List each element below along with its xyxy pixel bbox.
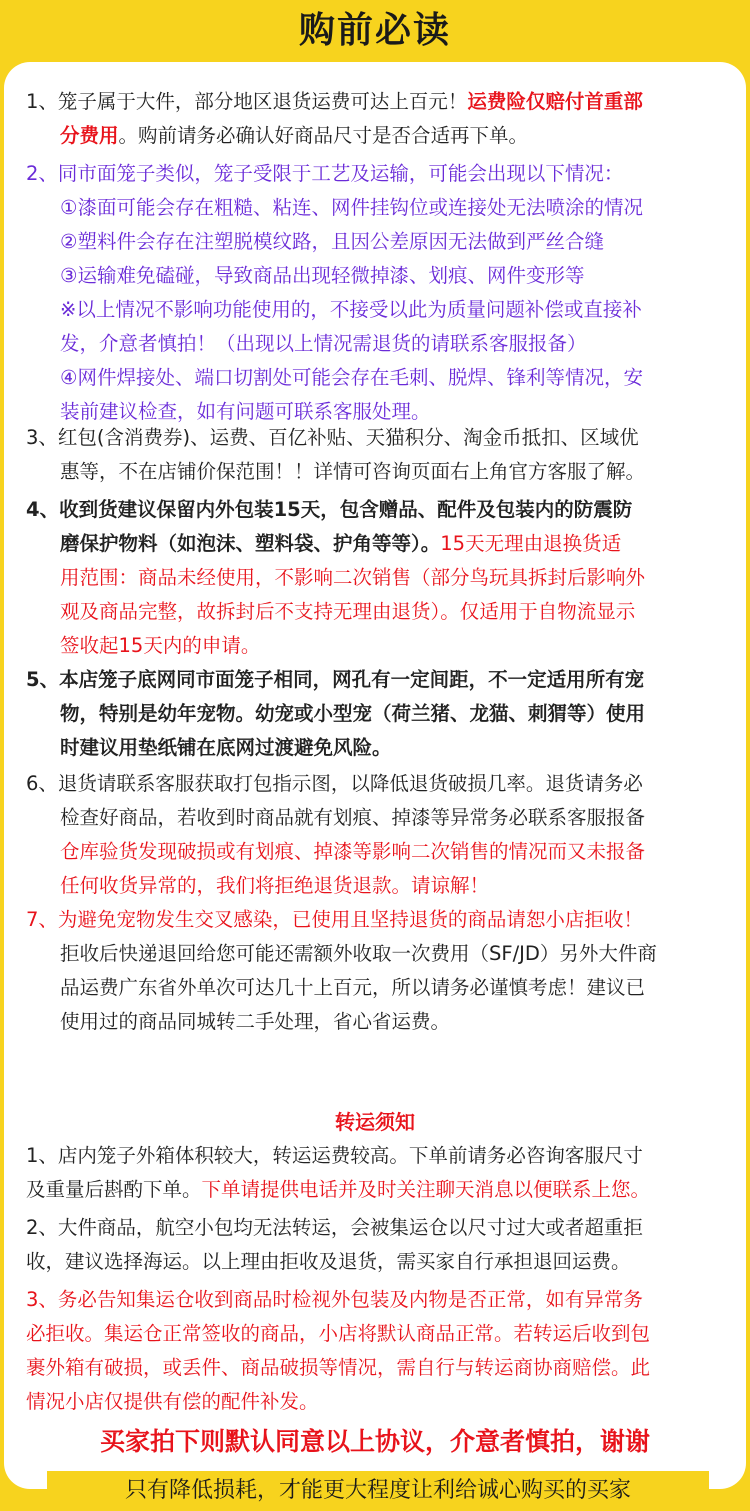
item-5-line: 物，特别是幼年宠物。幼宠或小型宠（荷兰猪、龙猫、刺猬等）使用 <box>60 702 646 725</box>
transfer-item-1 <box>26 1139 726 1207</box>
item-2-line: 2、同市面笼子类似，笼子受限于工艺及运输，可能会出现以下情况： <box>26 162 624 185</box>
item-4-line: 签收起15天内的申请。 <box>60 634 261 657</box>
item-4-line: 观及商品完整，故拆封后不支持无理由退货）。仅适用于自物流显示 <box>60 600 636 623</box>
item-6-line: 仓库验货发现破损或有划痕、掉漆等影响二次销售的情况而又未报备 <box>60 840 646 863</box>
page-title: 购前必读 <box>298 10 451 51</box>
item-1-text: 1、笼子属于大件，部分地区退货运费可达上百元！ <box>26 90 468 113</box>
item-1-highlight: 运费险仅赔付首重部 <box>467 90 643 113</box>
transfer-3-line: 情况小店仅提供有偿的配件补发。 <box>26 1390 319 1413</box>
transfer-2-line: 2、大件商品，航空小包均无法转运，会被集运仓以尺寸过大或者超重拒 <box>26 1216 643 1239</box>
transfer-1-line: 1、店内笼子外箱体积较大，转运运费较高。下单前请务必咨询客服尺寸 <box>26 1144 643 1167</box>
notice-item-3 <box>26 421 726 489</box>
item-6-line: 检查好商品，若收到时商品就有划痕、掉漆等异常务必联系客服报备 <box>60 806 646 829</box>
item-2-line: ①漆面可能会存在粗糙、粘连、网件挂钩位或连接处无法喷涂的情况 <box>60 196 643 219</box>
item-2-line: ※以上情况不影响功能使用的，不接受以此为质量问题补偿或直接补 <box>60 298 642 321</box>
transfer-3-line: 裹外箱有破损，或丢件、商品破损等情况，需自行与转运商协商赔偿。此 <box>26 1356 651 1379</box>
item-7-line: 7、为避免宠物发生交叉感染，已使用且坚持退货的商品请恕小店拒收！ <box>26 908 643 931</box>
transfer-3-line: 3、务必告知集运仓收到商品时检视外包装及内物是否正常，如有异常务 <box>26 1288 643 1311</box>
notice-item-6 <box>26 767 726 903</box>
item-4-text: 磨保护物料（如泡沫、塑料袋、护角等等）。 <box>60 532 441 555</box>
transfer-1-highlight: 下单请提供电话并及时关注聊天消息以便联系上您。 <box>201 1178 651 1201</box>
notice-item-4 <box>26 493 726 663</box>
item-7-line: 拒收后快递退回给您可能还需额外收取一次费用（SF/JD）另外大件商 <box>60 942 657 965</box>
item-7-line: 使用过的商品同城转二手处理，省心省运费。 <box>60 1010 451 1033</box>
item-3-line: 3、红包(含消费券)、运费、百亿补贴、天猫积分、淘金币抵扣、区域优 <box>26 426 639 449</box>
notice-item-2 <box>26 157 726 429</box>
item-2-line: ④网件焊接处、端口切割处可能会存在毛刺、脱焊、锋利等情况，安 <box>60 366 643 389</box>
item-1-text-cont: 。购前请务必确认好商品尺寸是否合适再下单。 <box>118 124 529 147</box>
transfer-title: 转运须知 <box>335 1110 415 1134</box>
item-2-line: ②塑料件会存在注塑脱模纹路，且因公差原因无法做到严丝合缝 <box>60 230 604 253</box>
notice-item-5 <box>26 663 726 765</box>
item-2-line: 发，介意者慎拍！（出现以上情况需退货的请联系客服报备） <box>60 332 587 355</box>
notice-item-7 <box>26 903 726 1039</box>
agreement-text: 买家拍下则默认同意以上协议，介意者慎拍，谢谢 <box>99 1427 650 1456</box>
item-1-highlight-cont: 分费用 <box>60 124 119 147</box>
item-7-line: 品运费广东省外单次可达几十上百元，所以请务必谨慎考虑！建议已 <box>60 976 646 999</box>
transfer-item-2 <box>26 1211 726 1279</box>
item-4-line: 4、收到货建议保留内外包装15天，包含赠品、配件及包装内的防震防 <box>26 498 633 521</box>
item-5-line: 时建议用垫纸铺在底网过渡避免风险。 <box>60 736 392 759</box>
item-6-line: 6、退货请联系客服获取打包指示图，以降低退货破损几率。退货请务必 <box>26 772 643 795</box>
bottom-banner: 只有降低损耗，才能更大程度让利给诚心购买的买家 <box>47 1471 709 1511</box>
notice-card <box>4 62 746 1503</box>
item-2-line: ③运输难免磕碰，导致商品出现轻微掉漆、划痕、网件变形等 <box>60 264 585 287</box>
item-4-line: 用范围：商品未经使用，不影响二次销售（部分鸟玩具拆封后影响外 <box>60 566 646 589</box>
notice-item-1 <box>26 85 726 153</box>
item-2-line: 装前建议检查，如有问题可联系客服处理。 <box>60 400 431 423</box>
item-5-line: 5、本店笼子底网同市面笼子相同，网孔有一定间距，不一定适用所有宠 <box>26 668 645 691</box>
transfer-item-3 <box>26 1283 726 1419</box>
item-3-line: 惠等，不在店铺价保范围！！详情可咨询页面右上角官方客服了解。 <box>60 460 646 483</box>
transfer-1-text: 及重量后斟酌下单。 <box>26 1178 202 1201</box>
item-4-highlight: 15天无理由退换货适 <box>440 532 622 555</box>
transfer-2-line: 收，建议选择海运。以上理由拒收及退货，需买家自行承担退回运费。 <box>26 1250 631 1273</box>
transfer-3-line: 必拒收。集运仓正常签收的商品，小店将默认商品正常。若转运后收到包 <box>26 1322 651 1345</box>
item-6-line: 任何收货异常的，我们将拒绝退货退款。请谅解！ <box>60 874 490 897</box>
